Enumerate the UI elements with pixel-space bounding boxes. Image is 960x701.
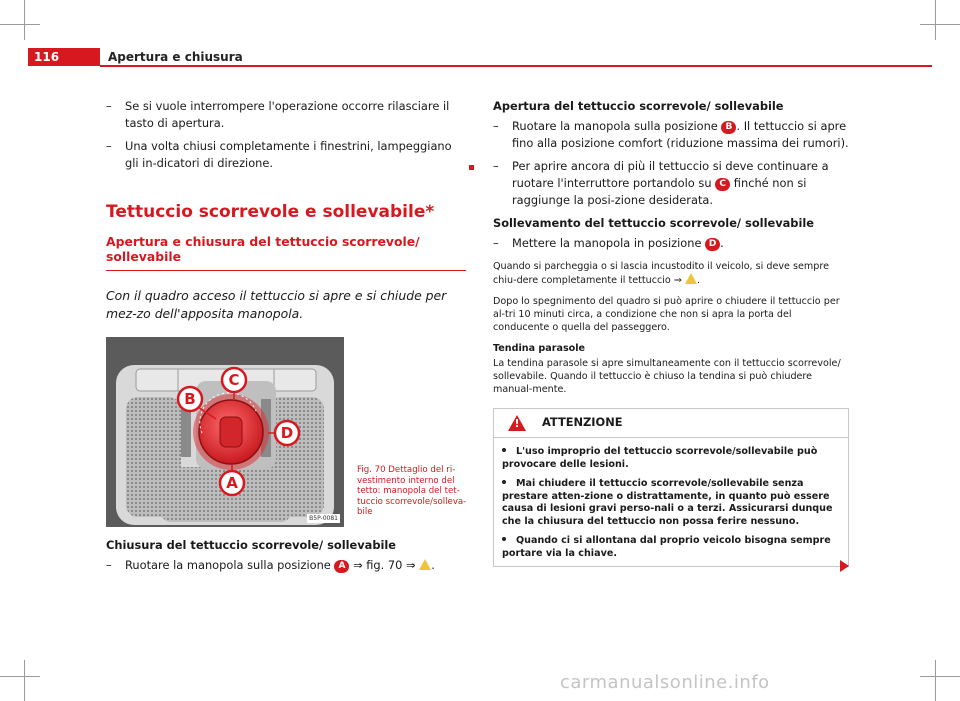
bullet-icon — [502, 537, 506, 541]
step-text: . Il tettuccio si apre fino alla posizione comfort (riduzione massima dei rumori). — [512, 119, 849, 150]
warning-text: Quando ci si allontana dal proprio veicolo bisogna sempre portare via la chiave. — [502, 535, 831, 559]
crop-mark — [24, 660, 25, 701]
step-text: Mettere la manopola in posizione — [512, 236, 702, 250]
intro-text: Con il quadro acceso il tettuccio si apre e si chiude per mez-zo dell'apposita manopola. — [106, 288, 447, 321]
bullet-icon — [502, 480, 506, 484]
list-item-text: Una volta chiusi completamente i finestrini, lampeggiano gli in-dicatori di direzione. — [125, 139, 452, 170]
continue-arrow-icon[interactable] — [840, 560, 849, 572]
figure-block — [106, 337, 466, 527]
warning-text: Mai chiudere il tettuccio scorrevole/sollevabile senza prestare atten-zione o distrattamente, in quanto può essere causa di lesioni gravi perso-nali o a terzi. Assicurarsi dunque che la chiusura del tettuccio non possa ferire nessuno. — [502, 478, 833, 527]
warning-text: L'uso improprio del tettuccio scorrevole/sollevabile può provocare delle lesioni. — [502, 446, 818, 470]
end-of-section-marker — [469, 165, 474, 170]
step-text: Ruotare la manopola sulla posizione — [125, 558, 331, 572]
list-item — [493, 235, 849, 252]
step-text: finché non si raggiunge la posi-zione desiderata. — [512, 176, 807, 207]
bullet-icon — [502, 448, 506, 452]
step-text: Ruotare la manopola sulla posizione — [512, 119, 718, 133]
step-text: . — [720, 236, 724, 250]
callout-label-b: B — [184, 390, 196, 408]
lift-title: Sollevamento del tettuccio scorrevole/ sollevabile — [493, 216, 814, 230]
warning-item — [502, 446, 840, 471]
warning-body — [494, 438, 848, 566]
page-number: 116 — [34, 50, 60, 64]
section-title: Apertura e chiusura — [108, 50, 243, 64]
callout-labels — [106, 337, 344, 527]
closing-title: Chiusura del tettuccio scorrevole/ sollevabile — [106, 538, 397, 552]
warning-header — [494, 409, 848, 438]
crop-mark — [920, 24, 960, 25]
subsection-heading: Apertura e chiusura del tettuccio scorrevole/ sollevabile — [106, 234, 466, 271]
paragraph: La tendina parasole si apre simultaneamente con il tettuccio scorrevole/ sollevabile. Quando il tettuccio è chiuso la tendina si può chiudere manual-mente. — [493, 358, 841, 395]
crop-mark — [935, 660, 936, 701]
warning-item — [502, 478, 840, 528]
page-header — [0, 48, 960, 66]
warning-item — [502, 535, 840, 560]
callout-label-c: C — [228, 371, 240, 389]
position-badge-a: A — [334, 560, 349, 573]
fig-reference[interactable]: ⇒ fig. 70 ⇒ — [353, 558, 416, 572]
list-item — [493, 118, 849, 152]
warning-title: ATTENZIONE — [542, 415, 623, 429]
crop-mark — [24, 0, 25, 40]
warning-box — [493, 408, 849, 567]
warning-triangle-icon[interactable] — [419, 559, 431, 570]
list-item: – Se si vuole interrompere l'operazione occorre rilasciare il tasto di apertura. — [106, 98, 466, 132]
crop-mark — [920, 676, 960, 677]
figure-code: B5P-0081 — [309, 515, 338, 522]
callout-label-a: A — [226, 474, 238, 492]
exclamation-glyph: ! — [514, 417, 520, 430]
paragraph-text: . — [696, 275, 701, 286]
open-title: Apertura del tettuccio scorrevole/ sollevabile — [493, 99, 784, 113]
warning-triangle-icon[interactable] — [685, 273, 697, 284]
paragraph — [493, 260, 849, 287]
right-column — [493, 98, 849, 567]
position-badge-c: C — [715, 178, 730, 191]
paragraph: Dopo lo spegnimento del quadro si può aprire o chiudere il tettuccio per al-tri 10 minuti circa, a condizione che non si apra la porta del conducente o quella del passeggero. — [493, 296, 840, 333]
crop-mark — [935, 0, 936, 40]
position-badge-b: B — [721, 121, 736, 134]
section-heading: Tettuccio scorrevole e sollevabile* — [106, 202, 435, 222]
header-rule — [100, 65, 932, 67]
crop-mark — [0, 24, 40, 25]
crop-mark — [0, 676, 40, 677]
list-item — [106, 138, 466, 172]
roof-panel-figure — [106, 337, 344, 527]
position-badge-d: D — [705, 238, 720, 251]
list-item — [493, 158, 849, 209]
sunshade-title: Tendina parasole — [493, 343, 586, 354]
watermark: carmanualsonline.info — [560, 672, 770, 693]
paragraph-text: Quando si parcheggia o si lascia incustodito il veicolo, si deve sempre chiu-dere completamente il tettuccio ⇒ — [493, 261, 829, 286]
closing-step: – Ruotare la manopola sulla posizione A ⇒ fig. 70 ⇒ . — [106, 557, 466, 574]
step-text: Per aprire ancora di più il tettuccio si deve continuare a ruotare l'interruttore portandolo su — [512, 159, 829, 190]
figure-caption: Fig. 70 Dettaglio del ri-vestimento interno del tetto: manopola del tet-tuccio scorrevole/solleva-bile — [357, 465, 467, 517]
left-column — [106, 98, 466, 580]
callout-label-d: D — [280, 424, 294, 442]
